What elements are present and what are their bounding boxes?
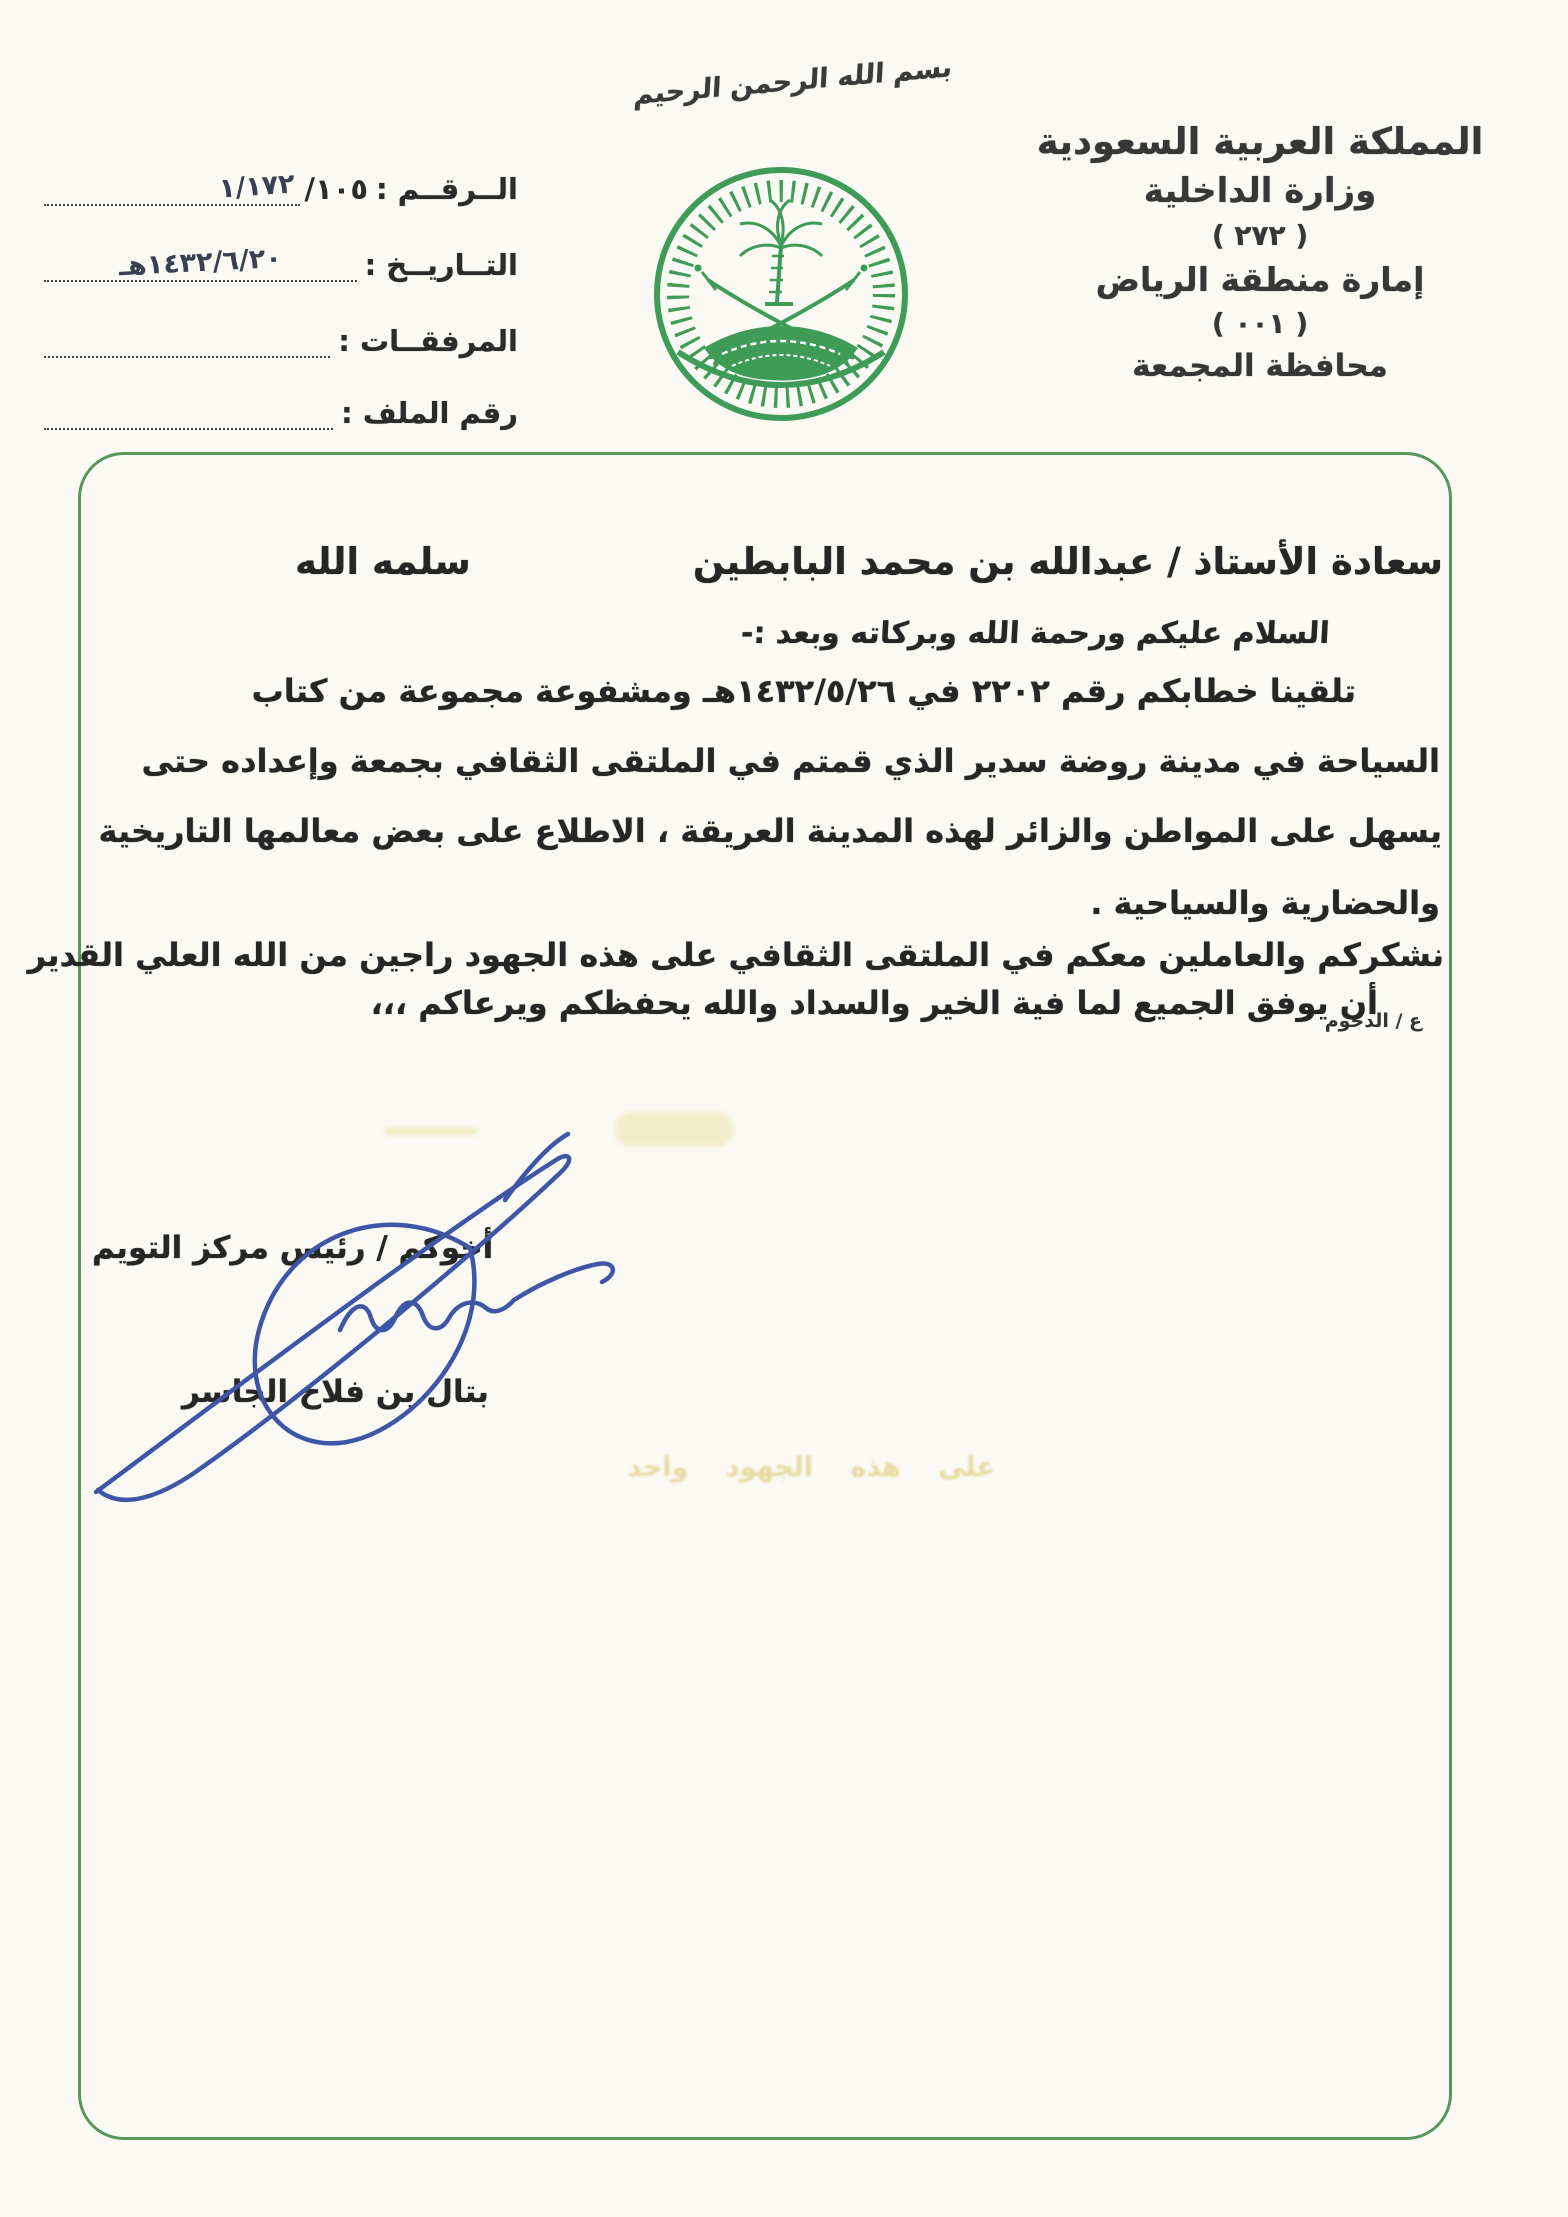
field-attachments-label: المرفقــات : (338, 324, 518, 358)
body-line-5: نشكركم والعاملين معكم في الملتقى الثقافي على هذه الجهود راجين من الله العلي القدير (27, 936, 1444, 974)
salutation-suffix: سلمه الله (295, 540, 471, 583)
letterhead-governorate: محافظة المجمعة (1132, 348, 1388, 384)
field-date-label: التــاريــخ : (364, 248, 518, 282)
body-line-2: السياحة في مدينة روضة سدير الذي قمتم في الملتقى الثقافي بجمعة وإعداده حتى (141, 742, 1440, 780)
field-number-handwritten: ١/١٧٢ (217, 168, 296, 205)
signer-name: بتال بن فلاح الجاسر (182, 1374, 489, 1410)
field-date-handwritten: ١٤٣٢/٦/٢٠هـ (118, 242, 283, 283)
field-date-line (44, 242, 357, 283)
typist-note: ع / الدحوم (1324, 1010, 1422, 1032)
reference-fields (38, 170, 518, 440)
body-line-1: تلقينا خطابكم رقم ٢٢٠٢ في ١٤٣٢/٥/٢٦هـ ومشفوعة مجموعة من كتاب (251, 672, 1356, 710)
bismillah-calligraphy: بسم الله الرحمن الرحيم (632, 51, 954, 112)
letterhead-kingdom: المملكة العربية السعودية (1036, 120, 1484, 163)
letterhead-ministry: وزارة الداخلية (1143, 171, 1377, 211)
ghost-smudge (385, 1128, 477, 1135)
field-date-row (38, 242, 518, 283)
field-attachments-row (38, 322, 518, 358)
ghost-smudge (615, 1112, 733, 1146)
field-number-line (44, 170, 300, 206)
closing-title: أخوكم / رئيس مركز التويم (92, 1230, 494, 1266)
ghost-bleedthrough-text: على هذه الجهود واحد (627, 1452, 995, 1483)
salutation-text: سعادة الأستاذ / عبدالله بن محمد البابطين (692, 540, 1443, 583)
salutation-row (295, 540, 1443, 583)
greeting-line: السلام عليكم ورحمة الله وبركاته وبعد :- (740, 616, 1331, 651)
saudi-moi-emblem-icon (638, 156, 924, 432)
letterhead-block (1010, 120, 1510, 384)
field-number-printed: ١٠٥/ (304, 172, 369, 206)
field-number-row (38, 170, 518, 206)
letterhead-code-001: ( ٠٠١ ) (1211, 307, 1309, 340)
body-line-3: يسهل على المواطن والزائر لهذه المدينة العريقة ، الاطلاع على بعض معالمها التاريخية (98, 812, 1442, 850)
field-attachments-line (44, 322, 330, 358)
body-line-6: أن يوفق الجميع لما فية الخير والسداد والله يحفظكم ويرعاكم ،،، (370, 984, 1378, 1022)
letterhead-emirate: إمارة منطقة الرياض (1095, 260, 1425, 299)
field-number-label: الــرقــم : (376, 172, 518, 206)
field-file-number-line (44, 394, 333, 430)
letterhead-code-272: ( ٢٧٢ ) (1211, 219, 1309, 252)
field-file-number-row (38, 394, 518, 430)
field-file-number-label: رقم الملف : (341, 396, 518, 430)
body-line-4: والحضارية والسياحية . (1090, 884, 1440, 922)
